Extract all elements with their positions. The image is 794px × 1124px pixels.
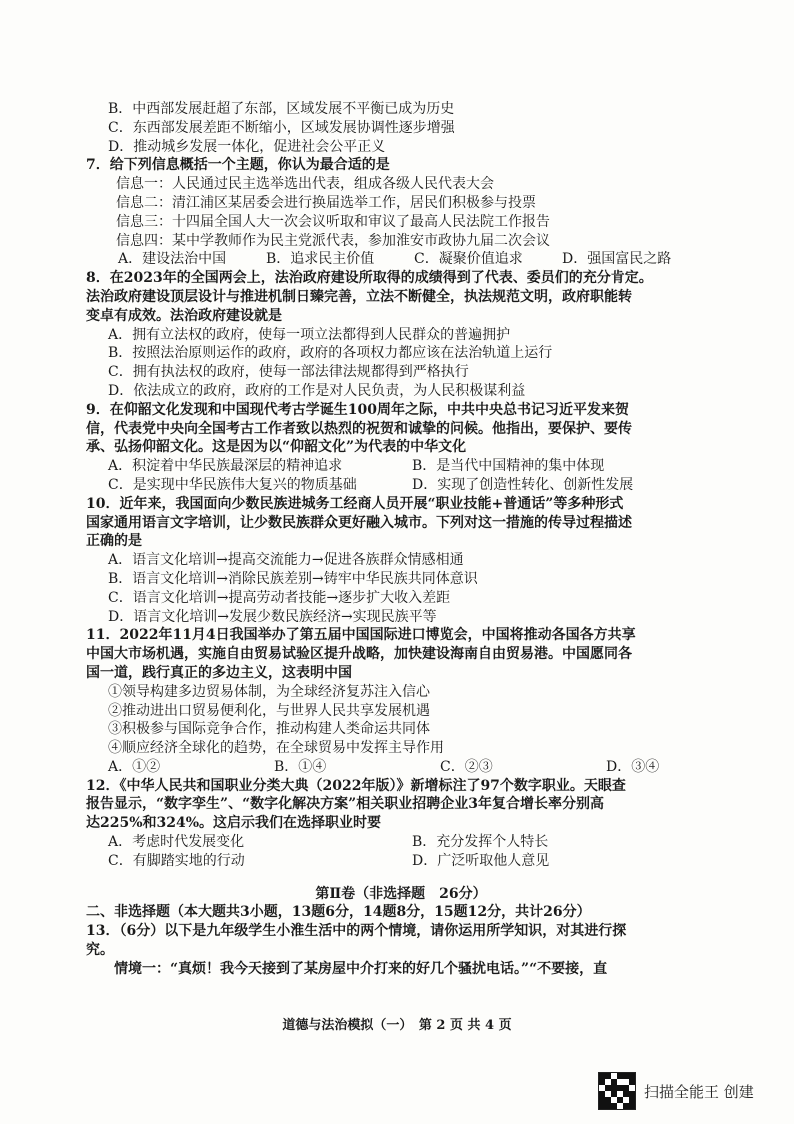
q12-option-b: B．充分发挥个人特长 <box>412 834 549 851</box>
q11-item-1: ①领导构建多边贸易体制，为全球经济复苏注入信心 <box>108 683 430 700</box>
q7-info-1: 信息一：人民通过民主选举选出代表，组成各级人民代表大会 <box>116 176 494 193</box>
q9-option-d: D．实现了创造性转化、创新性发展 <box>412 476 634 493</box>
q7-info-3: 信息三：十四届全国人大一次会议听取和审议了最高人民法院工作报告 <box>116 213 550 230</box>
q9-option-b: B．是当代中国精神的集中体现 <box>412 458 605 475</box>
section-2-heading: 二、非选择题（本大题共3小题，13题6分，14题8分，15题12分，共计26分） <box>86 904 591 921</box>
q10-stem-line-1: 10．近年来，我国面向少数民族进城务工经商人员开展“职业技能+普通话”等多种形式 <box>86 495 624 512</box>
q11-item-2: ②推动进出口贸易便利化，与世界人民共享发展机遇 <box>108 702 430 719</box>
q11-stem-line-3: 国一道，践行真正的多边主义，这表明中国 <box>86 664 352 681</box>
scanner-watermark <box>598 1072 754 1110</box>
q8-stem-line-1: 8．在2023年的全国两会上，法治政府建设所取得的成绩得到了代表、委员们的充分肯定。 <box>86 270 653 287</box>
q6-option-b: B．中西部发展赶超了东部，区域发展不平衡已成为历史 <box>108 101 455 117</box>
q6-option-d: D．推动城乡发展一体化，促进社会公平正义 <box>108 138 386 155</box>
q13-stem-line-1: 13．（6分）以下是九年级学生小淮生活中的两个情境，请你运用所学知识，对其进行探 <box>86 923 627 940</box>
q10-stem-line-2: 国家通用语言文字培训，让少数民族群众更好融入城市。下列对这一措施的传导过程描述 <box>86 514 632 531</box>
q6-option-c: C．东西部发展差距不断缩小，区域发展协调性逐步增强 <box>108 119 455 136</box>
q12-options-row-2 <box>86 852 716 871</box>
q9-option-c: C．是实现中华民族伟大复兴的物质基础 <box>108 476 357 493</box>
section-2-title: 第Ⅱ卷（非选择题 26分） <box>315 885 487 902</box>
page-footer: 道德与法治模拟（一） 第 2 页 共 4 页 <box>282 1018 512 1033</box>
watermark-text: 扫描全能王 创建 <box>644 1082 754 1101</box>
q11-option-b: B．①④ <box>274 758 327 775</box>
q10-option-d: D．语言文化培训→发展少数民族经济→实现民族平等 <box>108 608 437 625</box>
q8-option-c: C．拥有执法权的政府，使每一部法律法规都得到严格执行 <box>108 364 469 381</box>
q11-stem-line-1: 11．2022年11月4日我国举办了第五届中国国际进口博览会，中国将推动各国各方共享 <box>86 627 636 644</box>
exam-content <box>86 100 716 979</box>
q10-stem-line-3: 正确的是 <box>86 533 142 550</box>
q12-stem-line-1: 12．《中华人民共和国职业分类大典（2022年版）》新增标注了97个数字职业。天眼查 <box>86 777 626 794</box>
q12-options-row-1 <box>86 833 716 852</box>
q7-options <box>86 250 716 269</box>
q7-info-4: 信息四：某中学教师作为民主党派代表，参加淮安市政协九届二次会议 <box>116 232 550 249</box>
q8-option-a: A．拥有立法权的政府，使每一项立法都得到人民群众的普遍拥护 <box>108 326 511 343</box>
q12-option-d: D．广泛听取他人意见 <box>412 852 550 869</box>
q11-item-3: ③积极参与国际竞争合作，推动构建人类命运共同体 <box>108 721 430 738</box>
q10-option-a: A．语言文化培训→提高交流能力→促进各族群众情感相通 <box>108 552 464 569</box>
q9-option-a: A．积淀着中华民族最深层的精神追求 <box>108 458 343 475</box>
q7-info-2: 信息二：清江浦区某居委会进行换届选举工作，居民们积极参与投票 <box>116 194 536 211</box>
q13-scene-1: 情境一：“真烦！我今天接到了某房屋中介打来的好几个骚扰电话。”“不要接，直 <box>114 960 608 977</box>
q9-stem-line-2: 信，代表党中央向全国考古工作者致以热烈的祝贺和诚挚的问候。他指出，要保护、要传 <box>86 420 632 437</box>
qr-code-icon <box>598 1072 636 1110</box>
q8-stem-line-3: 变卓有成效。法治政府建设就是 <box>86 307 282 324</box>
q7-stem: 7．给下列信息概括一个主题，你认为最合适的是 <box>86 157 390 174</box>
q11-option-c: C．②③ <box>440 758 493 775</box>
q9-options-row-1 <box>86 457 716 476</box>
q9-options-row-2 <box>86 476 716 495</box>
q11-options <box>86 758 716 777</box>
q12-stem-line-3: 达225%和324%。这启示我们在选择职业时要 <box>86 815 382 832</box>
q8-stem-line-2: 法治政府建设顶层设计与推进机制日臻完善，立法不断健全，执法规范文明，政府职能转 <box>86 288 632 305</box>
q12-option-a: A．考虑时代发展变化 <box>108 834 245 851</box>
q10-option-c: C．语言文化培训→提高劳动者技能→逐步扩大收入差距 <box>108 589 451 606</box>
q7-option-c: C．凝聚价值追求 <box>414 251 523 268</box>
q8-option-b: B．按照法治原则运作的政府，政府的各项权力都应该在法治轨道上运行 <box>108 345 553 362</box>
q10-option-b: B．语言文化培训→消除民族差别→铸牢中华民族共同体意识 <box>108 570 478 587</box>
q11-stem-line-2: 中国大市场机遇，实施自由贸易试验区提升战略，加快建设海南自由贸易港。中国愿同各 <box>86 646 632 663</box>
q12-option-c: C．有脚踏实地的行动 <box>108 852 245 869</box>
q11-option-a: A．①② <box>108 758 161 775</box>
q11-option-d: D．③④ <box>606 758 660 775</box>
q13-stem-line-2: 究。 <box>86 942 114 959</box>
q7-option-b: B．追求民主价值 <box>266 251 375 268</box>
q7-option-d: D．强国富民之路 <box>562 251 672 268</box>
q8-option-d: D．依法成立的政府，政府的工作是对人民负责，为人民积极谋利益 <box>108 382 526 399</box>
q7-option-a: A．建设法治中国 <box>118 251 227 268</box>
q11-item-4: ④顺应经济全球化的趋势，在全球贸易中发挥主导作用 <box>108 740 444 757</box>
q9-stem-line-1: 9．在仰韶文化发现和中国现代考古学诞生100周年之际，中共中央总书记习近平发来贺 <box>86 401 629 418</box>
q12-stem-line-2: 报告显示，“数字孪生”、“数字化解决方案”相关职业招聘企业3年复合增长率分别高 <box>86 796 604 813</box>
q9-stem-line-3: 承、弘扬仰韶文化。这是因为以“仰韶文化”为代表的中华文化 <box>86 439 467 456</box>
